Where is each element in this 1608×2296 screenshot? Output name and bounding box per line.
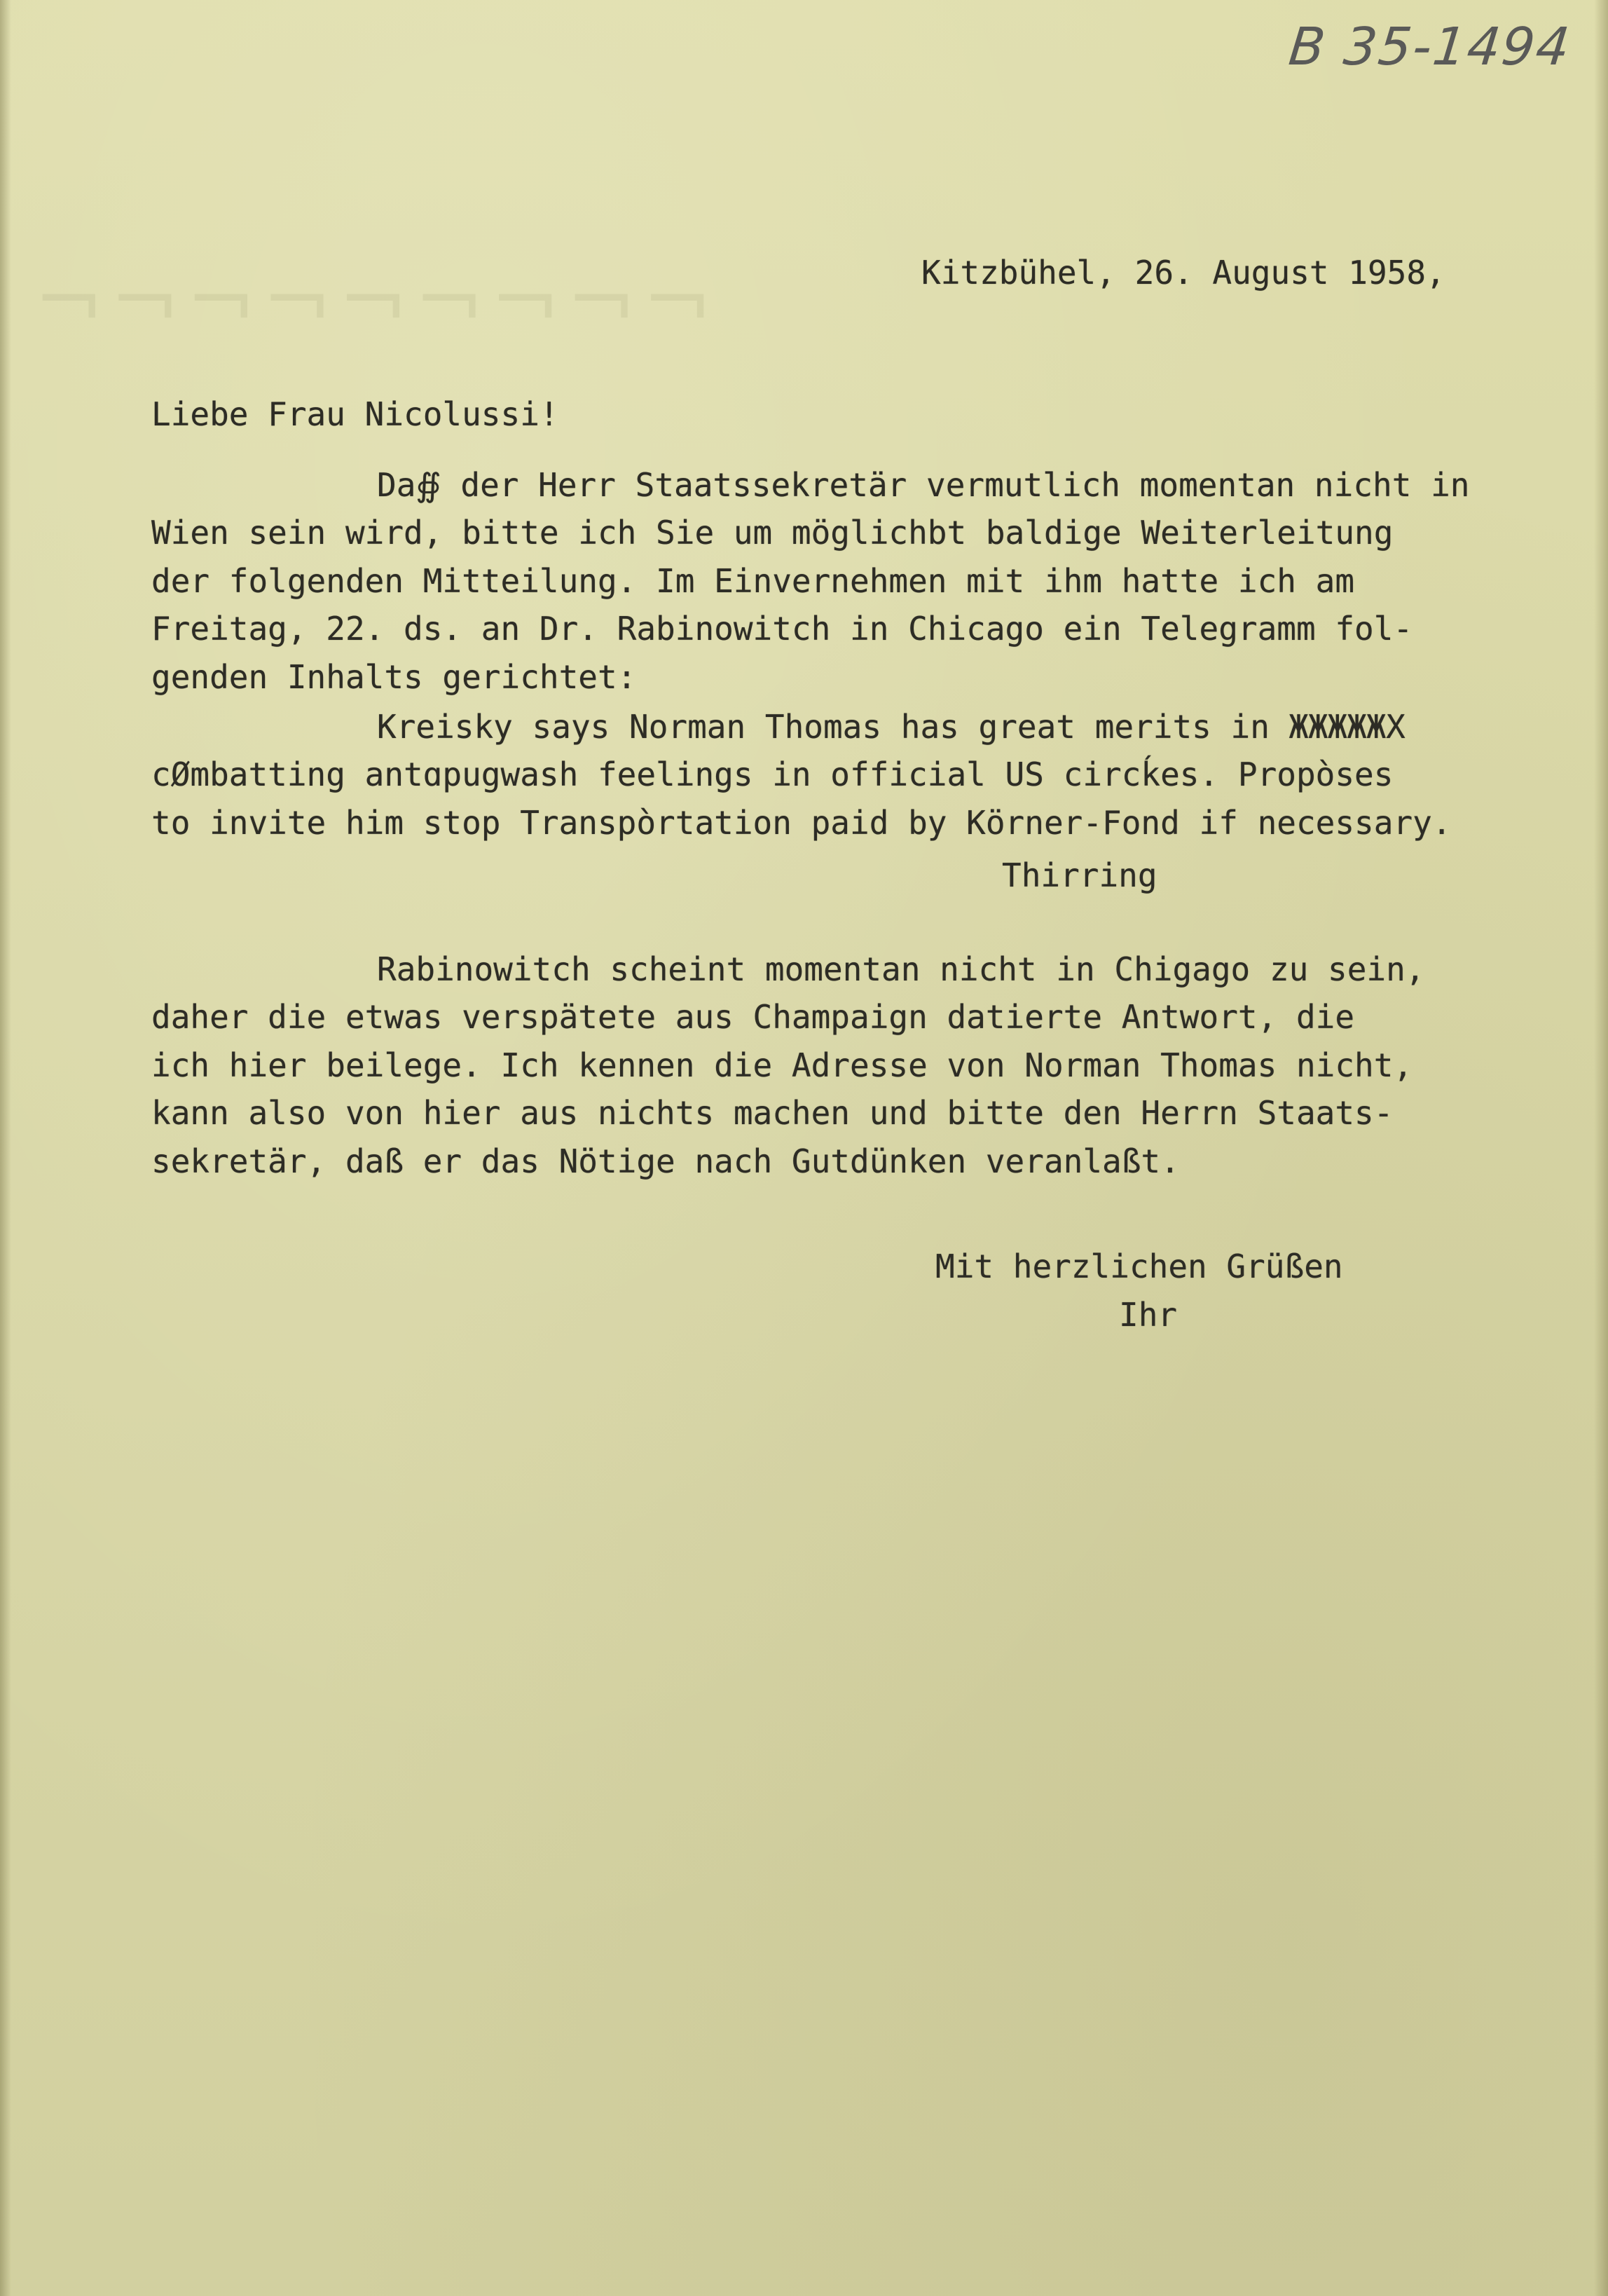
archive-number-handwritten: B 35-1494 xyxy=(1286,17,1574,77)
paragraph2-line: kann also von hier aus nichts machen und bitte den Herrn Staats- xyxy=(151,1094,1394,1132)
paragraph1-line: Wien sein wird, bitte ich Sie um möglichbt baldige Weiterleitung xyxy=(151,514,1394,552)
paragraph1-line: Freitag, 22. ds. an Dr. Rabinowitch in Chicago ein Telegramm fol- xyxy=(151,610,1413,648)
paper-edge-right xyxy=(1594,0,1608,2296)
paragraph2-line: ich hier beilege. Ich kennen die Adresse von Norman Thomas nicht, xyxy=(151,1046,1413,1084)
paragraph1-line: Da∯ der Herr Staatssekretär vermutlich momentan nicht in xyxy=(377,466,1470,504)
paragraph1-line: genden Inhalts gerichtet: xyxy=(151,658,637,696)
closing-ihr: Ihr xyxy=(1119,1296,1178,1334)
telegram-line: Kreisky says Norman Thomas has great merits in ЖЖЖЖЖX xyxy=(377,708,1406,746)
paragraph2-line: daher die etwas verspätete aus Champaign datierte Antwort, die xyxy=(151,998,1355,1036)
telegram-signature: Thirring xyxy=(1002,856,1157,894)
paragraph2-line: Rabinowitch scheint momentan nicht in Chigago zu sein, xyxy=(377,950,1425,988)
greeting: Liebe Frau Nicolussi! xyxy=(151,395,559,433)
paragraph1-line: der folgenden Mitteilung. Im Einvernehmen mit ihm hatte ich am xyxy=(151,562,1355,600)
telegram-line: to invite him stop Transpòrtation paid by Körner-Fond if necessary. xyxy=(151,804,1452,842)
paragraph2-line: sekretär, daß er das Nötige nach Gutdünken veranlaßt. xyxy=(151,1142,1180,1180)
paper-edge-left xyxy=(0,0,11,2296)
date-line: Kitzbühel, 26. August 1958, xyxy=(921,254,1445,292)
telegram-line: cØmbatting antɑpugwash feelings in official US circḱes. Propòses xyxy=(151,756,1394,793)
show-through-ghost-text: ⌐⌐⌐⌐⌐⌐⌐⌐⌐ xyxy=(28,252,713,350)
closing-salutation: Mit herzlichen Grüßen xyxy=(935,1248,1343,1285)
